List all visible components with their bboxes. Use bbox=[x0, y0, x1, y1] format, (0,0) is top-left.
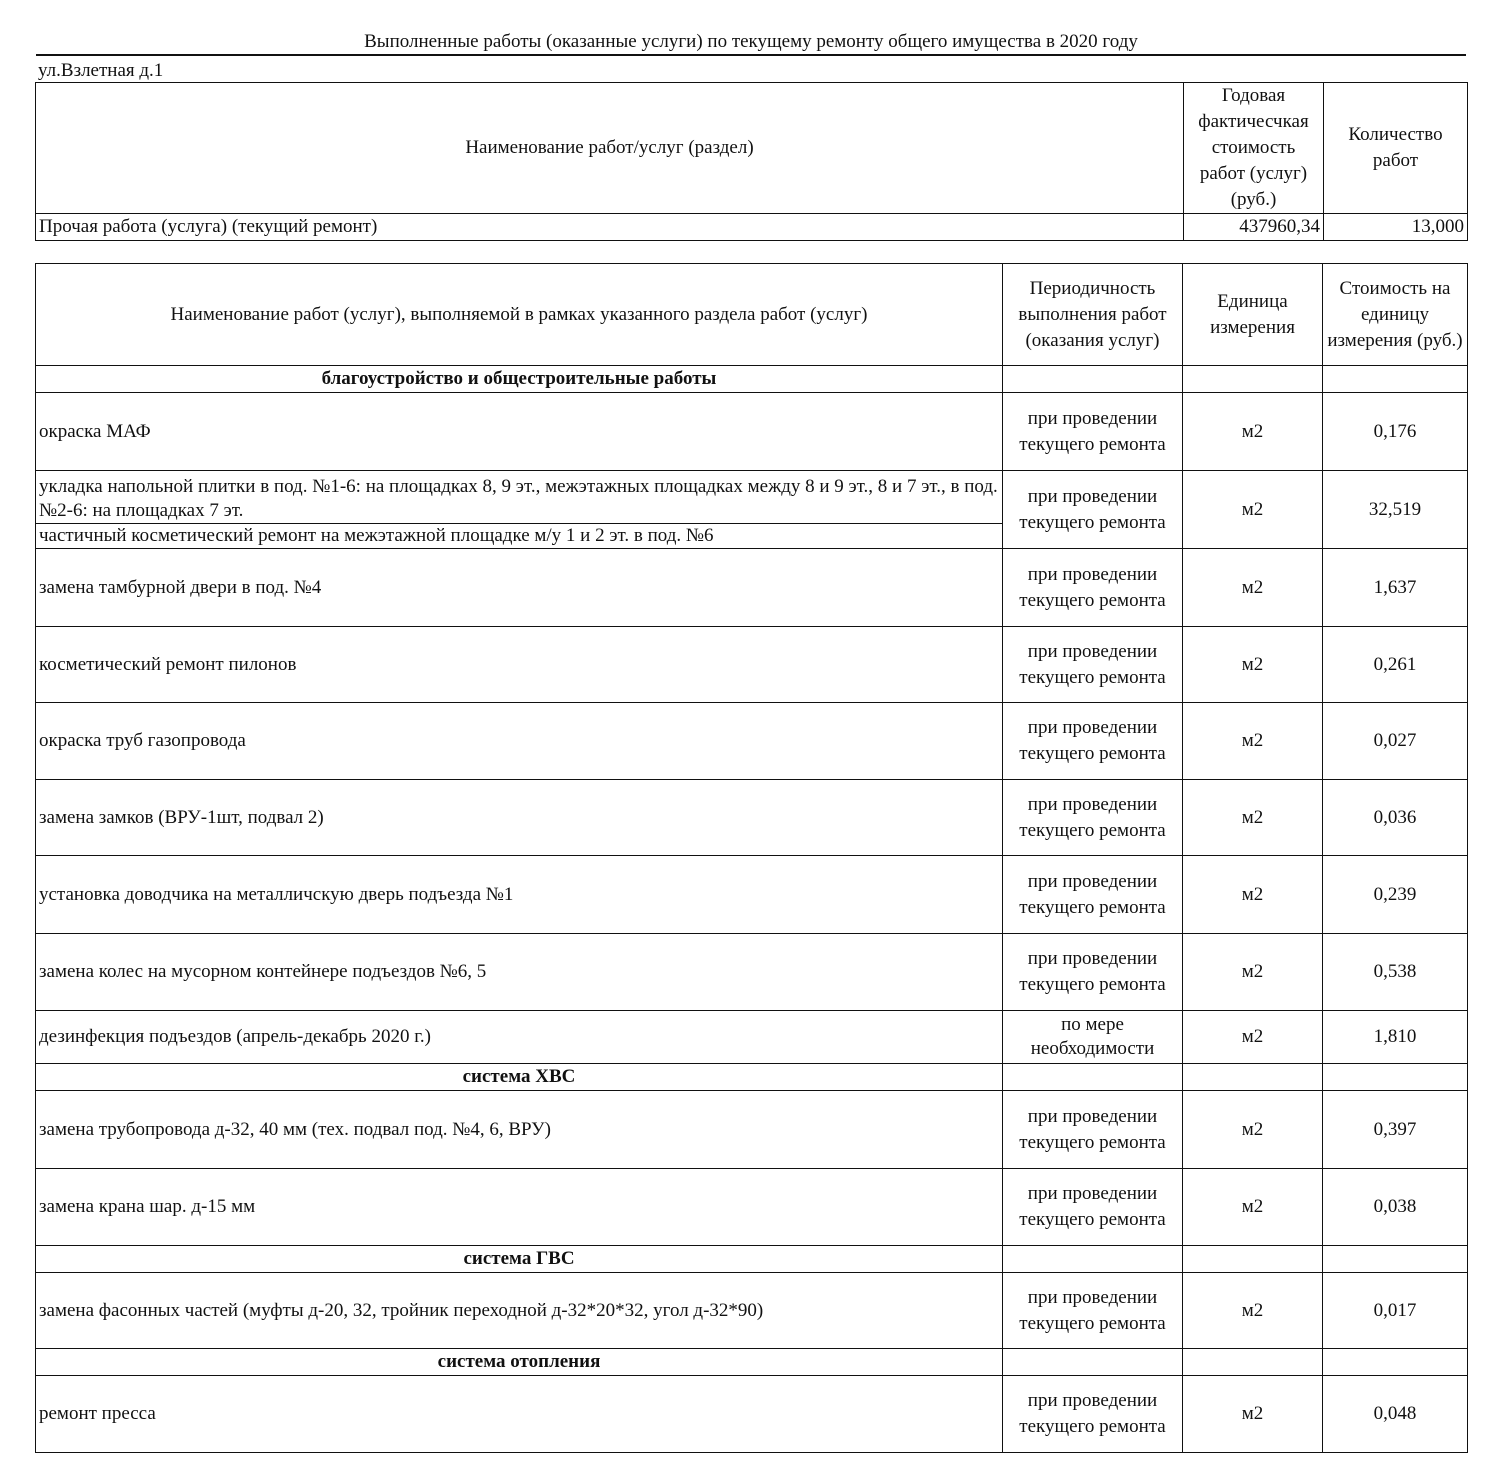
section-period-cell bbox=[1003, 1246, 1183, 1273]
work-unit: м2 bbox=[1183, 1169, 1323, 1246]
work-name: замена трубопровода д-32, 40 мм (тех. подвал под. №4, 6, ВРУ) bbox=[36, 1091, 1003, 1169]
section-row bbox=[36, 366, 1468, 393]
summary-header-count: Количество работ bbox=[1324, 83, 1468, 214]
work-period: при проведении текущего ремонта bbox=[1003, 471, 1183, 549]
work-row bbox=[36, 934, 1468, 1011]
summary-row-name: Прочая работа (услуга) (текущий ремонт) bbox=[36, 214, 1184, 241]
work-unit: м2 bbox=[1183, 549, 1323, 627]
section-unit-cell bbox=[1183, 366, 1323, 393]
work-row bbox=[36, 703, 1468, 780]
work-price: 0,048 bbox=[1323, 1376, 1468, 1453]
section-title: система ХВС bbox=[36, 1064, 1003, 1091]
work-price: 0,397 bbox=[1323, 1091, 1468, 1169]
work-name-text: укладка напольной плитки в под. №1-6: на площадках 8, 9 эт., межэтажных площадках между 8 и 9 эт., 8 и 7 эт., в под. №2-6: на площадках 7 эт. bbox=[39, 476, 998, 521]
section-price-cell bbox=[1323, 1349, 1468, 1376]
work-unit: м2 bbox=[1183, 934, 1323, 1011]
section-unit-cell bbox=[1183, 1349, 1323, 1376]
work-price: 0,027 bbox=[1323, 703, 1468, 780]
work-period: при проведении текущего ремонта bbox=[1003, 1376, 1183, 1453]
work-price: 0,239 bbox=[1323, 856, 1468, 934]
section-unit-cell bbox=[1183, 1246, 1323, 1273]
work-price: 0,036 bbox=[1323, 780, 1468, 856]
work-unit: м2 bbox=[1183, 471, 1323, 549]
work-row bbox=[36, 1376, 1468, 1453]
work-period: по мере необходимости bbox=[1003, 1011, 1183, 1064]
summary-row bbox=[36, 214, 1468, 241]
work-name-subtext: частичный косметический ремонт на межэтажной площадке м/у 1 и 2 эт. в под. №6 bbox=[36, 523, 1002, 548]
details-header-unit: Единица измерения bbox=[1183, 264, 1323, 366]
section-title: система отопления bbox=[36, 1349, 1003, 1376]
section-price-cell bbox=[1323, 1246, 1468, 1273]
work-row bbox=[36, 1169, 1468, 1246]
work-name: замена фасонных частей (муфты д-20, 32, тройник переходной д-32*20*32, угол д-32*90) bbox=[36, 1273, 1003, 1349]
details-table bbox=[35, 263, 1468, 1453]
work-name: замена замков (ВРУ-1шт, подвал 2) bbox=[36, 780, 1003, 856]
work-row bbox=[36, 1011, 1468, 1064]
work-name: окраска труб газопровода bbox=[36, 703, 1003, 780]
work-row bbox=[36, 780, 1468, 856]
work-name: ремонт пресса bbox=[36, 1376, 1003, 1453]
work-price: 1,810 bbox=[1323, 1011, 1468, 1064]
work-row bbox=[36, 627, 1468, 703]
section-price-cell bbox=[1323, 366, 1468, 393]
work-price: 0,261 bbox=[1323, 627, 1468, 703]
summary-header-cost: Годовая фактичесчкая стоимость работ (услуг) (руб.) bbox=[1184, 83, 1324, 214]
work-unit: м2 bbox=[1183, 856, 1323, 934]
summary-header-name: Наименование работ/услуг (раздел) bbox=[36, 83, 1184, 214]
work-name: замена крана шар. д-15 мм bbox=[36, 1169, 1003, 1246]
work-row bbox=[36, 393, 1468, 471]
summary-row-cost: 437960,34 bbox=[1184, 214, 1324, 241]
work-unit: м2 bbox=[1183, 780, 1323, 856]
work-period: при проведении текущего ремонта bbox=[1003, 393, 1183, 471]
section-period-cell bbox=[1003, 1349, 1183, 1376]
details-header-price: Стоимость на единицу измерения (руб.) bbox=[1323, 264, 1468, 366]
section-period-cell bbox=[1003, 1064, 1183, 1091]
section-title: благоустройство и общестроительные работы bbox=[36, 366, 1003, 393]
work-unit: м2 bbox=[1183, 393, 1323, 471]
section-unit-cell bbox=[1183, 1064, 1323, 1091]
work-unit: м2 bbox=[1183, 703, 1323, 780]
section-period-cell bbox=[1003, 366, 1183, 393]
work-price: 0,038 bbox=[1323, 1169, 1468, 1246]
work-period: при проведении текущего ремонта bbox=[1003, 1169, 1183, 1246]
work-row bbox=[36, 1091, 1468, 1169]
details-header-row bbox=[36, 264, 1468, 366]
work-unit: м2 bbox=[1183, 1091, 1323, 1169]
section-title: система ГВС bbox=[36, 1246, 1003, 1273]
work-price: 0,017 bbox=[1323, 1273, 1468, 1349]
work-name bbox=[36, 471, 1003, 549]
work-price: 0,538 bbox=[1323, 934, 1468, 1011]
section-row bbox=[36, 1349, 1468, 1376]
work-row bbox=[36, 856, 1468, 934]
work-name: окраска МАФ bbox=[36, 393, 1003, 471]
work-name: замена колес на мусорном контейнере подъездов №6, 5 bbox=[36, 934, 1003, 1011]
work-price: 32,519 bbox=[1323, 471, 1468, 549]
work-unit: м2 bbox=[1183, 627, 1323, 703]
work-row bbox=[36, 1273, 1468, 1349]
work-period: при проведении текущего ремонта bbox=[1003, 1273, 1183, 1349]
work-name: косметический ремонт пилонов bbox=[36, 627, 1003, 703]
work-period: при проведении текущего ремонта bbox=[1003, 856, 1183, 934]
work-name: замена тамбурной двери в под. №4 bbox=[36, 549, 1003, 627]
details-header-name: Наименование работ (услуг), выполняемой в рамках указанного раздела работ (услуг) bbox=[36, 264, 1003, 366]
work-unit: м2 bbox=[1183, 1273, 1323, 1349]
address: ул.Взлетная д.1 bbox=[38, 60, 164, 81]
section-row bbox=[36, 1064, 1468, 1091]
work-unit: м2 bbox=[1183, 1376, 1323, 1453]
work-price: 0,176 bbox=[1323, 393, 1468, 471]
work-period: при проведении текущего ремонта bbox=[1003, 934, 1183, 1011]
work-unit: м2 bbox=[1183, 1011, 1323, 1064]
work-period: при проведении текущего ремонта bbox=[1003, 703, 1183, 780]
section-price-cell bbox=[1323, 1064, 1468, 1091]
summary-table bbox=[35, 82, 1468, 241]
section-row bbox=[36, 1246, 1468, 1273]
work-price: 1,637 bbox=[1323, 549, 1468, 627]
work-name: дезинфекция подъездов (апрель-декабрь 2020 г.) bbox=[36, 1011, 1003, 1064]
work-period: при проведении текущего ремонта bbox=[1003, 549, 1183, 627]
work-period: при проведении текущего ремонта bbox=[1003, 627, 1183, 703]
work-name: установка доводчика на металличскую дверь подъезда №1 bbox=[36, 856, 1003, 934]
document-title: Выполненные работы (оказанные услуги) по текущему ремонту общего имущества в 2020 году bbox=[364, 31, 1138, 52]
summary-row-count: 13,000 bbox=[1324, 214, 1468, 241]
summary-header-row bbox=[36, 83, 1468, 214]
work-period: при проведении текущего ремонта bbox=[1003, 1091, 1183, 1169]
details-header-period: Периодичность выполнения работ (оказания услуг) bbox=[1003, 264, 1183, 366]
title-rule bbox=[36, 54, 1466, 56]
work-row bbox=[36, 549, 1468, 627]
work-period: при проведении текущего ремонта bbox=[1003, 780, 1183, 856]
work-row bbox=[36, 471, 1468, 549]
